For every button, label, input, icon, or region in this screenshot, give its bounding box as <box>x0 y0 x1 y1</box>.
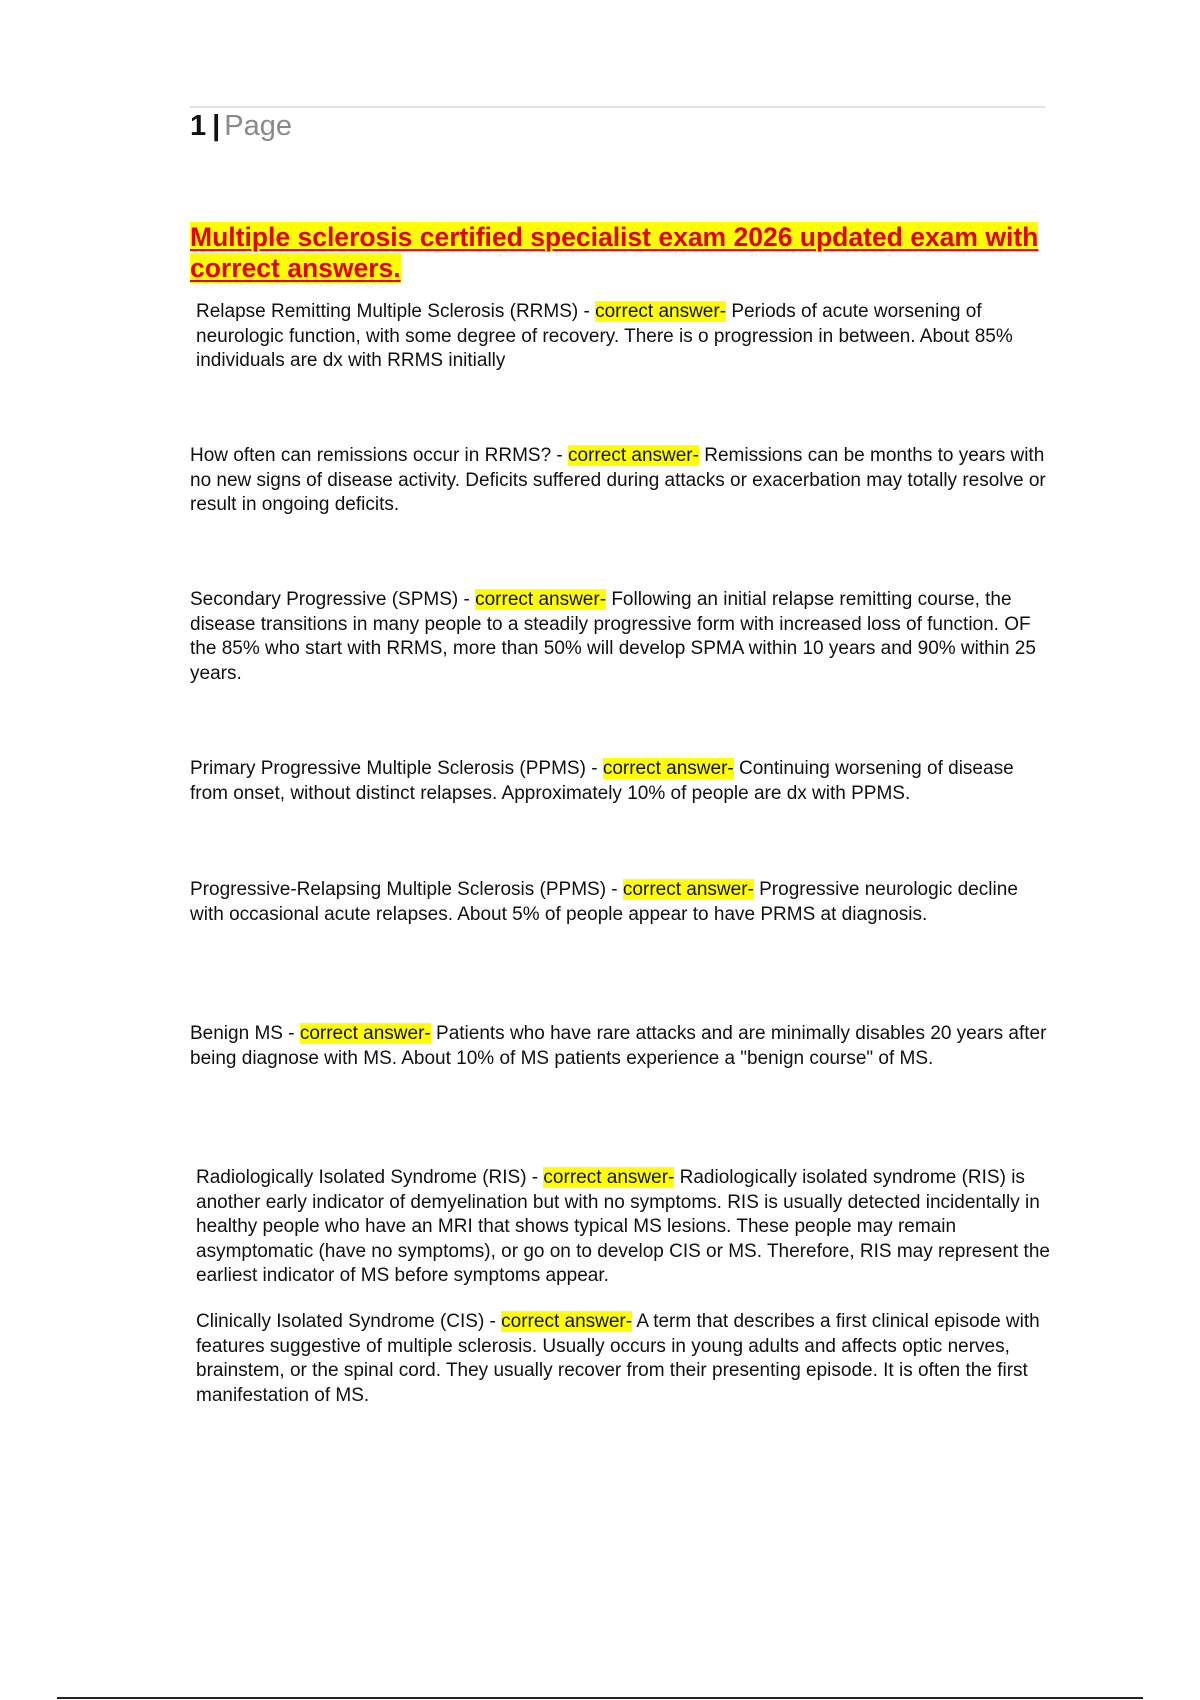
document-title-text: Multiple sclerosis certified specialist exam 2026 updated exam with correct answers. <box>190 222 1039 283</box>
correct-answer-label: correct answer- <box>595 301 727 322</box>
qa-entry-ppms <box>190 757 1050 806</box>
entry-term: How often can remissions occur in RRMS? - <box>190 445 563 466</box>
entry-answer: Remissions can be months to years with no new signs of disease activity. Deficits suffered during attacks or exacerbation may totally resolve or result in ongoing deficits. <box>190 445 1046 515</box>
entry-term: Radiologically Isolated Syndrome (RIS) - <box>196 1167 539 1188</box>
entry-answer: Patients who have rare attacks and are minimally disables 20 years after being diagnose with MS. About 10% of MS patients experience a "benign course" of MS. <box>190 1023 1047 1069</box>
correct-answer-label: correct answer- <box>501 1311 633 1332</box>
correct-answer-label: correct answer- <box>602 758 734 779</box>
entry-answer: Continuing worsening of disease from onset, without distinct relapses. Approximately 10% of people are dx with PPMS. <box>190 758 1014 804</box>
correct-answer-label: correct answer- <box>622 879 754 900</box>
entry-term: Relapse Remitting Multiple Sclerosis (RRMS) - <box>196 301 590 322</box>
entry-answer: A term that describes a first clinical episode with features suggestive of multiple sclerosis. Usually occurs in young adults and affects optic nerves, brainstem, or the spinal cord. They usually recover from their presenting episode. It is often the first manifestation of MS. <box>196 1311 1040 1406</box>
entry-answer: Radiologically isolated syndrome (RIS) is another early indicator of demyelination but with no symptoms. RIS is usually detected incidentally in healthy people who have an MRI that shows typical MS lesions. These people may remain asymptomatic (have no symptoms), or go on to develop CIS or MS. Therefore, RIS may represent the earliest indicator of MS before symptoms appear. <box>196 1167 1050 1286</box>
entry-answer: Progressive neurologic decline with occasional acute relapses. About 5% of people appear to have PRMS at diagnosis. <box>190 879 1018 925</box>
qa-entry-prms <box>190 878 1050 927</box>
document-title <box>190 222 1050 284</box>
qa-entry-benign-ms <box>190 1022 1050 1071</box>
qa-entry-spms <box>190 588 1050 686</box>
page-label: Page <box>224 110 292 142</box>
qa-entry-remissions <box>190 444 1050 518</box>
qa-entry-ris <box>190 1166 1050 1289</box>
qa-entry-rrms <box>190 300 1050 374</box>
entry-term: Clinically Isolated Syndrome (CIS) - <box>196 1311 496 1332</box>
correct-answer-label: correct answer- <box>299 1023 431 1044</box>
page-header <box>190 108 292 144</box>
correct-answer-label: correct answer- <box>475 589 607 610</box>
entry-term: Primary Progressive Multiple Sclerosis (PPMS) - <box>190 758 598 779</box>
qa-entry-cis <box>190 1310 1050 1408</box>
entry-answer: Periods of acute worsening of neurologic function, with some degree of recovery. There is o progression in between. About 85% individuals are dx with RRMS initially <box>196 301 1013 371</box>
bottom-divider <box>57 1697 1143 1699</box>
header-divider <box>190 106 1045 108</box>
correct-answer-label: correct answer- <box>543 1167 675 1188</box>
entry-term: Progressive-Relapsing Multiple Sclerosis (PPMS) - <box>190 879 618 900</box>
page-number: 1 <box>190 110 207 142</box>
entry-answer: Following an initial relapse remitting course, the disease transitions in many people to a steadily progressive form with increased loss of function. OF the 85% who start with RRMS, more than 50% will develop SPMA within 10 years and 90% within 25 years. <box>190 589 1036 684</box>
correct-answer-label: correct answer- <box>568 445 699 466</box>
entry-term: Secondary Progressive (SPMS) - <box>190 589 470 610</box>
entry-term: Benign MS - <box>190 1023 295 1044</box>
page-separator: | <box>212 110 221 142</box>
